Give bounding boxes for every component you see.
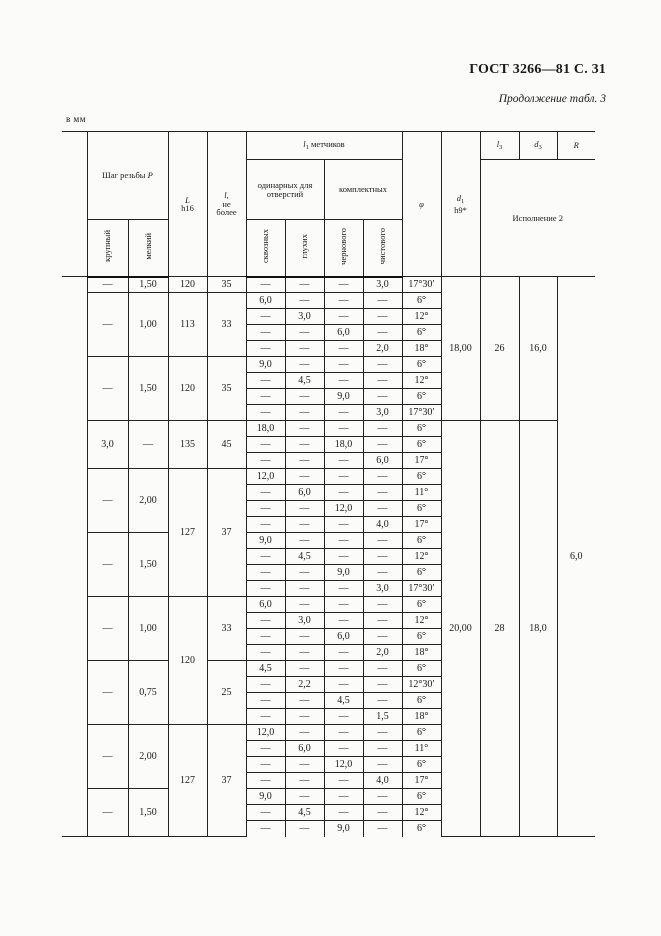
cell-through: — [246,805,285,821]
cell-through: — [246,437,285,453]
cell-through: 9,0 [246,789,285,805]
cell-fine: 1,00 [128,597,168,661]
cell-rough: — [324,741,363,757]
header-complete: комплектных [324,160,402,220]
cell-through: 9,0 [246,357,285,373]
cell-rough: 9,0 [324,565,363,581]
cell-phi: 17°30′ [402,581,441,597]
cell-blind: 4,5 [285,805,324,821]
cell-rough: — [324,597,363,613]
cell-through: — [246,677,285,693]
cell-fine: 2,00 [128,725,168,789]
cell-fine: — [128,421,168,469]
cell-finish: 3,0 [363,277,402,293]
cell-L: 120 [168,357,207,421]
cell-rough: — [324,405,363,421]
cell-finish: — [363,533,402,549]
cell-through: — [246,373,285,389]
cell-blind: — [285,709,324,725]
cell-phi: 6° [402,389,441,405]
cell-through: — [246,325,285,341]
cell-rough: — [324,341,363,357]
cell-finish: — [363,325,402,341]
cell-finish: — [363,485,402,501]
cell-phi: 12° [402,805,441,821]
cell-rough: — [324,549,363,565]
cell-finish: — [363,789,402,805]
cell-l3: 28 [480,421,519,837]
header-blank-margin [62,132,87,277]
header-l3: $l_3$ [480,132,519,160]
cell-coarse: — [87,661,128,725]
header-d3: $d_3$ [519,132,557,160]
cell-phi: 12° [402,549,441,565]
cell-finish: 2,0 [363,341,402,357]
cell-through: — [246,341,285,357]
cell-through: — [246,581,285,597]
header-l1: $l_1$ метчиков [246,132,402,160]
cell-blind: — [285,501,324,517]
cell-rough: — [324,517,363,533]
cell-phi: 6° [402,501,441,517]
cell-phi: 6° [402,661,441,677]
cell-rough: 18,0 [324,437,363,453]
cell-d1: 18,00 [441,277,480,421]
cell-rough: 9,0 [324,821,363,837]
cell-finish: — [363,565,402,581]
cell-coarse: — [87,293,128,357]
cell-blind: — [285,453,324,469]
dimensions-table [62,131,634,837]
cell-blind: — [285,725,324,741]
cell-phi: 6° [402,533,441,549]
cell-phi: 6° [402,789,441,805]
cell-phi: 11° [402,741,441,757]
header-finish: чистового [363,220,402,277]
cell-rough: 6,0 [324,325,363,341]
cell-through: 4,5 [246,661,285,677]
cell-rough: — [324,293,363,309]
cell-rough: — [324,357,363,373]
cell-blind: — [285,789,324,805]
cell-blind: 6,0 [285,741,324,757]
cell-l: 35 [207,277,246,293]
cell-finish: — [363,677,402,693]
cell-rough: — [324,773,363,789]
cell-l: 45 [207,421,246,469]
cell-finish: — [363,741,402,757]
cell-finish: — [363,805,402,821]
cell-phi: 6° [402,821,441,837]
cell-finish: 4,0 [363,773,402,789]
cell-L: 135 [168,421,207,469]
cell-finish: — [363,613,402,629]
cell-blind: — [285,693,324,709]
cell-blind: 4,5 [285,549,324,565]
cell-blind: 3,0 [285,613,324,629]
blank-margin [62,277,87,837]
cell-phi: 17°30′ [402,277,441,293]
cell-rough: — [324,453,363,469]
cell-through: — [246,693,285,709]
cell-blind: — [285,581,324,597]
cell-rough: 4,5 [324,693,363,709]
cell-phi: 12° [402,373,441,389]
cell-finish: — [363,757,402,773]
cell-rough: — [324,789,363,805]
header-row-1 [62,132,634,160]
cell-fine: 1,50 [128,277,168,293]
header-L: L h16 [168,132,207,277]
cell-phi: 6° [402,469,441,485]
cell-L: 113 [168,293,207,357]
cell-through: — [246,613,285,629]
cell-through: — [246,453,285,469]
cell-through: 9,0 [246,533,285,549]
header-thread-step: Шаг резьбы P [87,132,168,220]
cell-l: 35 [207,357,246,421]
cell-blind: — [285,437,324,453]
cell-rough: 6,0 [324,629,363,645]
cell-through: — [246,389,285,405]
cell-d3: 16,0 [519,277,557,421]
cell-blind: — [285,421,324,437]
cell-blind: — [285,533,324,549]
cell-phi: 17° [402,453,441,469]
cell-coarse: 3,0 [87,421,128,469]
header-through: сквозных [246,220,285,277]
cell-through: — [246,517,285,533]
header-phi: φ [402,132,441,277]
cell-coarse: — [87,277,128,293]
cell-through: — [246,645,285,661]
cell-blind: — [285,325,324,341]
cell-through: — [246,277,285,293]
cell-finish: — [363,661,402,677]
cell-through: — [246,757,285,773]
cell-rough: — [324,805,363,821]
cell-phi: 17° [402,773,441,789]
cell-through: 6,0 [246,597,285,613]
cell-through: — [246,565,285,581]
cell-l3: 26 [480,277,519,421]
cell-through: — [246,501,285,517]
cell-l: 37 [207,469,246,597]
cell-coarse: — [87,469,128,533]
cell-fine: 1,00 [128,293,168,357]
cell-finish: — [363,309,402,325]
cell-fine: 0,75 [128,661,168,725]
cell-rough: — [324,661,363,677]
cell-phi: 6° [402,565,441,581]
cell-L: 127 [168,725,207,837]
header-coarse: крупный [87,220,128,277]
cell-rough: — [324,469,363,485]
table-row [62,277,634,293]
cell-finish: 6,0 [363,453,402,469]
cell-finish: — [363,501,402,517]
cell-rough: 9,0 [324,389,363,405]
cell-blind: — [285,357,324,373]
cell-through: 18,0 [246,421,285,437]
cell-blind: 2,2 [285,677,324,693]
cell-through: — [246,485,285,501]
cell-rough: — [324,277,363,293]
cell-blind: — [285,757,324,773]
cell-finish: — [363,693,402,709]
cell-phi: 6° [402,437,441,453]
cell-phi: 6° [402,629,441,645]
cell-finish: 3,0 [363,405,402,421]
cell-finish: — [363,293,402,309]
cell-finish: — [363,629,402,645]
cell-through: — [246,709,285,725]
cell-phi: 12° [402,309,441,325]
cell-blind: — [285,629,324,645]
cell-through: — [246,309,285,325]
cell-phi: 6° [402,325,441,341]
cell-L: 120 [168,597,207,725]
cell-rough: — [324,373,363,389]
header-d1: $d_1$ h9* [441,132,480,277]
cell-through: — [246,741,285,757]
cell-fine: 2,00 [128,469,168,533]
cell-through: — [246,405,285,421]
cell-coarse: — [87,533,128,597]
cell-blind: 6,0 [285,485,324,501]
cell-blind: — [285,821,324,837]
cell-rough: 12,0 [324,757,363,773]
cell-coarse: — [87,357,128,421]
cell-rough: — [324,613,363,629]
cell-finish: — [363,389,402,405]
cell-blind: 3,0 [285,309,324,325]
cell-blind: — [285,277,324,293]
cell-blind: — [285,469,324,485]
cell-blind: — [285,565,324,581]
units-label: в мм [66,114,86,124]
cell-blind: — [285,341,324,357]
cell-phi: 18° [402,709,441,725]
cell-rough: — [324,709,363,725]
cell-phi: 6° [402,421,441,437]
cell-rough: — [324,421,363,437]
cell-phi: 17°30′ [402,405,441,421]
cell-rough: — [324,725,363,741]
cell-through: — [246,629,285,645]
cell-rough: 12,0 [324,501,363,517]
cell-finish: — [363,597,402,613]
cell-through: — [246,549,285,565]
cell-finish: — [363,469,402,485]
cell-phi: 17° [402,517,441,533]
header-blind: глухих [285,220,324,277]
cell-finish: — [363,357,402,373]
header-rough: чернового [324,220,363,277]
cell-finish: — [363,437,402,453]
cell-l: 33 [207,597,246,661]
cell-through: — [246,773,285,789]
cell-d1: 20,00 [441,421,480,837]
cell-fine: 1,50 [128,533,168,597]
cell-blind: — [285,405,324,421]
cell-rough: — [324,533,363,549]
cell-finish: — [363,821,402,837]
cell-phi: 18° [402,645,441,661]
cell-blind: — [285,389,324,405]
cell-blind: — [285,645,324,661]
cell-rough: — [324,485,363,501]
header-R: R [557,132,595,160]
cell-rough: — [324,581,363,597]
cell-phi: 6° [402,357,441,373]
cell-blind: — [285,661,324,677]
cell-phi: 6° [402,693,441,709]
cell-coarse: — [87,789,128,837]
page-header: ГОСТ 3266—81 С. 31 [469,62,606,77]
cell-through: 12,0 [246,725,285,741]
cell-finish: — [363,421,402,437]
cell-L: 120 [168,277,207,293]
cell-finish: 4,0 [363,517,402,533]
cell-finish: 3,0 [363,581,402,597]
cell-R: 6,0 [557,277,595,837]
table-continuation-label: Продолжение табл. 3 [498,93,606,105]
cell-L: 127 [168,469,207,597]
cell-phi: 6° [402,597,441,613]
header-l: l, не более [207,132,246,277]
cell-finish: 1,5 [363,709,402,725]
cell-finish: 2,0 [363,645,402,661]
header-single: одинарных для отверстий [246,160,324,220]
cell-fine: 1,50 [128,789,168,837]
header-execution: Исполнение 2 [480,160,595,277]
cell-phi: 12° [402,613,441,629]
cell-phi: 11° [402,485,441,501]
cell-l: 33 [207,293,246,357]
cell-d3: 18,0 [519,421,557,837]
cell-rough: — [324,309,363,325]
cell-blind: — [285,293,324,309]
header-fine: мелкий [128,220,168,277]
cell-fine: 1,50 [128,357,168,421]
cell-through: — [246,821,285,837]
cell-finish: — [363,725,402,741]
cell-finish: — [363,373,402,389]
table-row [62,421,634,437]
cell-finish: — [363,549,402,565]
cell-phi: 6° [402,293,441,309]
cell-rough: — [324,645,363,661]
cell-phi: 12°30′ [402,677,441,693]
cell-blind: — [285,773,324,789]
cell-phi: 6° [402,725,441,741]
cell-blind: — [285,517,324,533]
cell-l: 37 [207,725,246,837]
cell-blind: — [285,597,324,613]
cell-phi: 6° [402,757,441,773]
cell-l: 25 [207,661,246,725]
cell-coarse: — [87,725,128,789]
cell-coarse: — [87,597,128,661]
cell-through: 6,0 [246,293,285,309]
cell-blind: 4,5 [285,373,324,389]
cell-rough: — [324,677,363,693]
cell-through: 12,0 [246,469,285,485]
cell-phi: 18° [402,341,441,357]
